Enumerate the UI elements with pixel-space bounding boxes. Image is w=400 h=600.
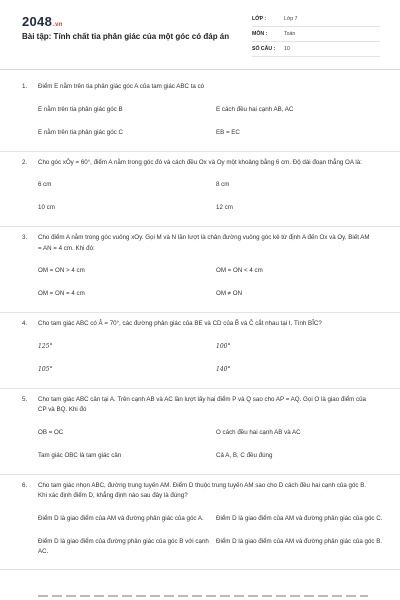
- answer-option[interactable]: EB = EC: [216, 128, 240, 136]
- question-number: 6.: [22, 481, 28, 489]
- question-list: [0, 76, 400, 570]
- answer-options: [38, 508, 383, 563]
- answer-option[interactable]: OM ≠ ON: [216, 290, 243, 297]
- question-text: Điểm E nằm trên tia phân giác góc A của tam giác ABC ta có: [38, 83, 205, 90]
- question-item: [0, 389, 400, 475]
- question-number: 2.: [22, 158, 28, 166]
- answer-option[interactable]: OM = ON > 4 cm: [38, 267, 85, 274]
- answer-option[interactable]: 10 cm: [38, 204, 55, 211]
- meta-label: LỚP :: [252, 16, 267, 22]
- answer-option[interactable]: Điểm D là giao điểm của đường phân giác của góc B với cạnh AC.: [38, 537, 209, 555]
- cutoff-line: [38, 595, 368, 597]
- answer-option[interactable]: OM = ON = 4 cm: [38, 290, 85, 297]
- question-number: 1.: [22, 83, 28, 90]
- answer-option[interactable]: 105°: [38, 365, 53, 373]
- answer-option[interactable]: E nằm trên tia phân giác góc C: [38, 128, 123, 136]
- answer-options: [38, 422, 378, 468]
- site-logo[interactable]: [22, 14, 63, 29]
- question-text: Cho tam giác nhọn ABC, đường trung tuyến AM. Điểm D thuộc trung tuyến AM sao cho D cách đều hai cạnh của góc B. Khi xác định điểm D, khẳng định nào sau đây là đúng?: [38, 481, 367, 499]
- question-item: [0, 475, 400, 570]
- meta-info: [252, 12, 380, 57]
- answer-option[interactable]: Điểm D là giao điểm của AM và đường phân giác của góc C.: [216, 514, 383, 522]
- answer-option[interactable]: OB = OC: [38, 428, 64, 436]
- meta-value: Toán: [284, 31, 296, 37]
- answer-option[interactable]: 100°: [216, 342, 231, 350]
- answer-option[interactable]: Tam giác OBC là tam giác cân: [38, 451, 122, 459]
- question-text: Cho tam giác ABC cân tại A. Trên cạnh AB và AC lần lượt lấy hai điểm P và Q sao cho AP = AQ. Gọi O là giao điểm của CP và BQ. Khi đó: [38, 395, 366, 413]
- answer-options: [38, 260, 378, 306]
- answer-option[interactable]: OM = ON < 4 cm: [216, 267, 263, 274]
- answer-option[interactable]: 140°: [216, 365, 231, 373]
- answer-options: [38, 174, 378, 220]
- question-text: Cho điểm A nằm trong góc vuông xOy. Gọi M và N lần lượt là chân đường vuông góc kẻ từ định A đến Ox và Oy. Biết AM = AN = 4 cm. Khi đó:: [38, 234, 370, 252]
- answer-option[interactable]: 8 cm: [216, 181, 230, 188]
- question-number: 4.: [22, 320, 28, 327]
- meta-label: SỐ CÂU :: [252, 46, 276, 52]
- question-item: [0, 227, 400, 313]
- meta-row-subject: [252, 27, 380, 42]
- answer-option[interactable]: 125°: [38, 342, 53, 350]
- answer-option[interactable]: 12 cm: [216, 204, 233, 211]
- answer-options: [38, 99, 378, 145]
- brand-name: 2048: [22, 14, 53, 29]
- question-item: [0, 76, 400, 152]
- meta-value: Lớp 7: [284, 16, 298, 22]
- meta-value: 10: [284, 46, 290, 52]
- question-item: [0, 313, 400, 389]
- next-question-cutoff: [0, 592, 400, 600]
- answer-option[interactable]: O cách đều hai cạnh AB và AC: [216, 428, 301, 436]
- page-header: [0, 0, 400, 70]
- question-number: 5.: [22, 395, 28, 403]
- answer-option[interactable]: Điểm D là giao điểm của AM và đường phân giác của góc B.: [216, 537, 383, 545]
- meta-row-class: [252, 12, 380, 27]
- page-title: Bài tập: Tính chất tia phân giác của một góc có đáp án: [22, 32, 230, 41]
- meta-label: MÔN :: [252, 31, 268, 37]
- question-number: 3.: [22, 234, 28, 241]
- answer-option[interactable]: E cách đều hai cạnh AB, AC: [216, 105, 294, 113]
- question-text: Cho góc xÔy = 60°, điểm A nằm trong góc đó và cách đều Ox và Oy một khoảng bằng 6 cm. Độ dài đoạn thẳng OA là:: [38, 158, 362, 166]
- meta-row-question-count: [252, 42, 380, 57]
- answer-option[interactable]: 6 cm: [38, 181, 52, 188]
- answer-option[interactable]: Điểm D là giao điểm của AM và đường phân giác của góc A.: [38, 514, 204, 522]
- answer-option[interactable]: Cả A, B, C đều đúng: [216, 451, 273, 459]
- answer-options: [38, 336, 378, 382]
- brand-suffix: .vn: [53, 22, 63, 28]
- answer-option[interactable]: E nằm trên tia phân giác góc B: [38, 105, 123, 113]
- question-item: [0, 152, 400, 228]
- question-text: Cho tam giác ABC có Â = 70°, các đường phân giác của BE và CD của B̂ và Ĉ cắt nhau tại I. Tính BÎC?: [38, 320, 322, 327]
